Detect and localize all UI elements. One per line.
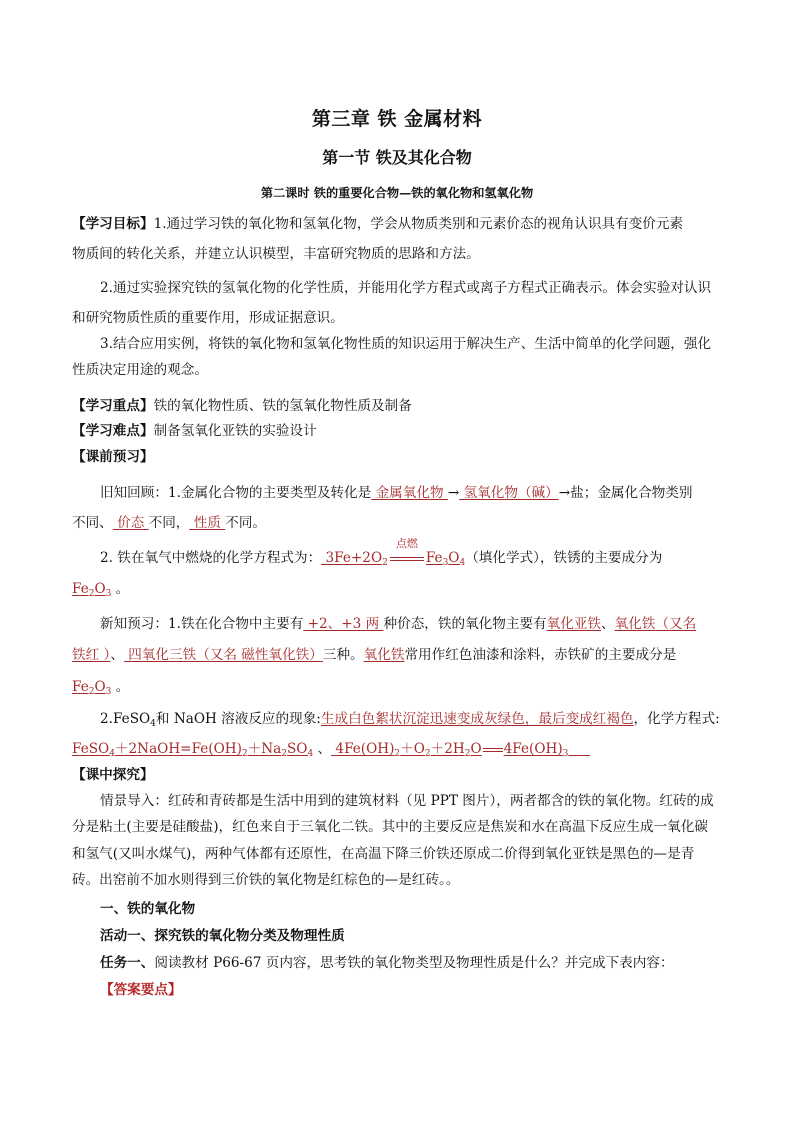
preview-text: 。 xyxy=(111,679,130,695)
lesson-title: 第二课时 铁的重要化合物—铁的氧化物和氢氧化物 xyxy=(260,186,534,200)
difficulty xyxy=(72,421,724,441)
preview-text: 2.FeSO xyxy=(100,711,151,727)
task-1 xyxy=(100,953,724,973)
answer-hematite xyxy=(72,679,111,695)
chapter-title: 第三章 铁 金属材料 xyxy=(311,108,483,130)
ignite-condition-sign xyxy=(388,537,426,568)
review-text: 旧知回顾：1.金属化合物的主要类型及转化是 xyxy=(100,485,372,501)
eq-text: ＋2H xyxy=(430,741,465,757)
eq-text: 4Fe(OH) xyxy=(331,741,395,757)
eq-text: FeSO xyxy=(72,741,110,757)
section-oxides-heading: 一、铁的氧化物 xyxy=(100,901,196,917)
key-points xyxy=(72,396,724,416)
goals-line-3: 2.通过实验探究铁的氢氧化物的化学性质，并能用化学方程式或离子方程式正确表示。体会实验对认识 xyxy=(100,280,712,296)
eq-subscript: 2 xyxy=(281,749,287,759)
review-line-4 xyxy=(72,579,724,604)
equation-separator: 、 xyxy=(313,741,332,757)
new-preview-line-3 xyxy=(72,677,724,702)
eq-subscript: 2 xyxy=(382,558,388,568)
review-text: 2. 铁在氧气中燃烧的化学方程式为： xyxy=(100,550,322,566)
review-text: 不同、 xyxy=(72,515,113,531)
new-preview-line-2 xyxy=(72,645,724,665)
scenario-line-4: 砖。出窑前不加水则得到三价铁的氧化物是红棕色的—是红砖。。 xyxy=(72,872,460,888)
answer-property: 性质 xyxy=(189,515,226,531)
section-title: 第一节 铁及其化合物 xyxy=(322,148,472,167)
review-line-1 xyxy=(100,483,724,503)
difficulty-text: 制备氢氧化亚铁的实验设计 xyxy=(153,423,317,439)
eq-text: ＋O xyxy=(400,741,425,757)
key-points-tag: 【学习重点】 xyxy=(72,398,154,414)
eq-subscript: 4 xyxy=(109,749,115,759)
answer-hydroxide: 氢氧化物（碱） xyxy=(459,485,559,501)
answer-fe2o3: 氧化铁（又名 xyxy=(614,616,697,632)
answer-rust xyxy=(72,581,111,597)
eq-text: Fe xyxy=(425,550,443,566)
scenario-line-2: 分是粘土(主要是硅酸盐)，红色来自于三氧化二铁。其中的主要反应是焦炭和水在高温下反应生成一氧化碳 xyxy=(72,819,708,835)
eq-text: 4Fe(OH) xyxy=(503,741,563,757)
difficulty-tag: 【学习难点】 xyxy=(72,423,154,439)
eq-subscript: 2 xyxy=(88,687,95,697)
arrow: → xyxy=(447,485,460,501)
preview-text: 种价态，铁的氧化物主要有 xyxy=(383,616,547,632)
goals-line-4: 和研究物质性质的重要作用，形成证据意识。 xyxy=(72,310,344,326)
review-text: （填化学式），铁锈的主要成分为 xyxy=(465,550,663,566)
answer-fe3o4 xyxy=(426,550,465,566)
preview-text: 和 NaOH 溶液反应的现象: xyxy=(155,711,321,727)
eq-subscript: 2 xyxy=(424,749,431,759)
preview-text: ，化学方程式: xyxy=(633,711,720,727)
eq-subscript: 4 xyxy=(307,749,314,759)
eq-subscript: 3 xyxy=(442,558,449,568)
eq-text: 3Fe+2O xyxy=(321,550,383,566)
preview-text: 常用作红色油漆和涂料，赤铁矿的主要成分是 xyxy=(404,647,677,663)
eq-text: Fe xyxy=(72,679,89,695)
goals-tag: 【学习目标】 xyxy=(72,216,154,232)
equal-bar xyxy=(390,557,424,558)
eq-subscript: 3 xyxy=(105,687,112,697)
goals-line-6: 性质决定用途的观念。 xyxy=(72,362,208,378)
eq-subscript: 4 xyxy=(459,558,466,568)
class-heading: 【课中探究】 xyxy=(72,767,154,783)
key-points-text: 铁的氧化物性质、铁的氢氧化物性质及制备 xyxy=(153,398,412,414)
preview-text: 、 xyxy=(601,616,615,632)
equal-bar xyxy=(483,748,503,749)
eq-subscript: 4 xyxy=(150,719,156,729)
eq-text: O xyxy=(470,741,482,757)
review-text: 。 xyxy=(111,581,130,597)
new-preview-line-1 xyxy=(100,614,724,634)
equal-bar xyxy=(483,751,503,752)
scenario-line-1: 情景导入：红砖和青砖都是生活中用到的建筑材料（见 PPT 图片），两者都含的铁的氧化物。红砖的成 xyxy=(100,793,714,809)
eq-subscript: 2 xyxy=(394,749,401,759)
eq-text: ＋2NaOH=Fe(OH) xyxy=(114,741,242,757)
equal-bar xyxy=(390,560,424,561)
eq-subscript: 2 xyxy=(88,589,95,599)
eq-subscript: 3 xyxy=(562,749,569,759)
review-line-3 xyxy=(100,537,724,573)
eq-text: O xyxy=(94,679,106,695)
answer-pigment: 氧化铁 xyxy=(363,647,405,663)
eq-subscript: 2 xyxy=(241,749,248,759)
equal-sign xyxy=(482,739,504,759)
preview-text: 、 xyxy=(110,647,124,663)
goals-line-5: 3.结合应用实例，将铁的氧化物和氢氧化物性质的知识运用于解决生产、生活中简单的化学问题，强化 xyxy=(100,336,712,352)
review-line-2 xyxy=(72,513,724,533)
eq-text: ＋Na xyxy=(247,741,282,757)
eq-text: Fe xyxy=(72,581,89,597)
eq-text xyxy=(568,741,590,757)
new-preview-equations xyxy=(72,739,724,764)
answer-valence: 价态 xyxy=(112,515,149,531)
goals-line-2: 物质间的转化关系，并建立认识模型，丰富研究物质的思路和方法。 xyxy=(72,246,480,262)
preview-text: 新知预习：1.铁在化合物中主要有 xyxy=(100,616,304,632)
new-preview-line-4 xyxy=(100,709,724,734)
eq-text: O xyxy=(94,581,106,597)
eq-subscript: 3 xyxy=(105,589,112,599)
answer-combustion-equation xyxy=(321,550,388,566)
preview-text: 三种。 xyxy=(322,647,364,663)
eq-text: SO xyxy=(286,741,308,757)
scenario-line-3: 和氢气(又叫水煤气)，两种气体都有还原性，在高温下降三价铁还原成二价得到氧化亚铁是黑色的—是青 xyxy=(72,846,695,862)
answer-fe3o4-name: 四氧化三铁（又名 磁性氧化铁） xyxy=(123,647,323,663)
answer-key-heading: 【答案要点】 xyxy=(100,982,182,998)
answer-equation-2 xyxy=(331,741,590,757)
eq-subscript: 2 xyxy=(464,749,471,759)
answer-metal-oxide: 金属氧化物 xyxy=(371,485,448,501)
ignite-condition: 点燃 xyxy=(395,537,418,550)
answer-valences: +2、+3 两 xyxy=(303,616,384,632)
answer-fe2o3-alias: 铁红 ） xyxy=(72,647,111,663)
review-text: 不同。 xyxy=(225,515,267,531)
preview-heading: 【课前预习】 xyxy=(72,449,154,465)
review-text: →盐；金属化合物类别 xyxy=(558,485,693,501)
answer-equation-1 xyxy=(72,741,313,757)
task-1-label: 任务一、 xyxy=(100,955,155,971)
answer-feo: 氧化亚铁 xyxy=(546,616,602,632)
eq-text: O xyxy=(448,550,460,566)
task-1-text: 阅读教材 P66-67 页内容，思考铁的氧化物类型及物理性质是什么？并完成下表内容： xyxy=(154,955,674,971)
goals-line-1 xyxy=(72,214,724,234)
answer-phenomenon: 生成白色絮状沉淀迅速变成灰绿色，最后变成红褐色 xyxy=(320,711,634,727)
review-text: 不同， xyxy=(148,515,190,531)
goal-1-text: 1.通过学习铁的氧化物和氢氧化物，学会从物质类别和元素价态的视角认识具有变价元素 xyxy=(153,216,684,232)
activity-1-heading: 活动一、探究铁的氧化物分类及物理性质 xyxy=(100,928,345,944)
